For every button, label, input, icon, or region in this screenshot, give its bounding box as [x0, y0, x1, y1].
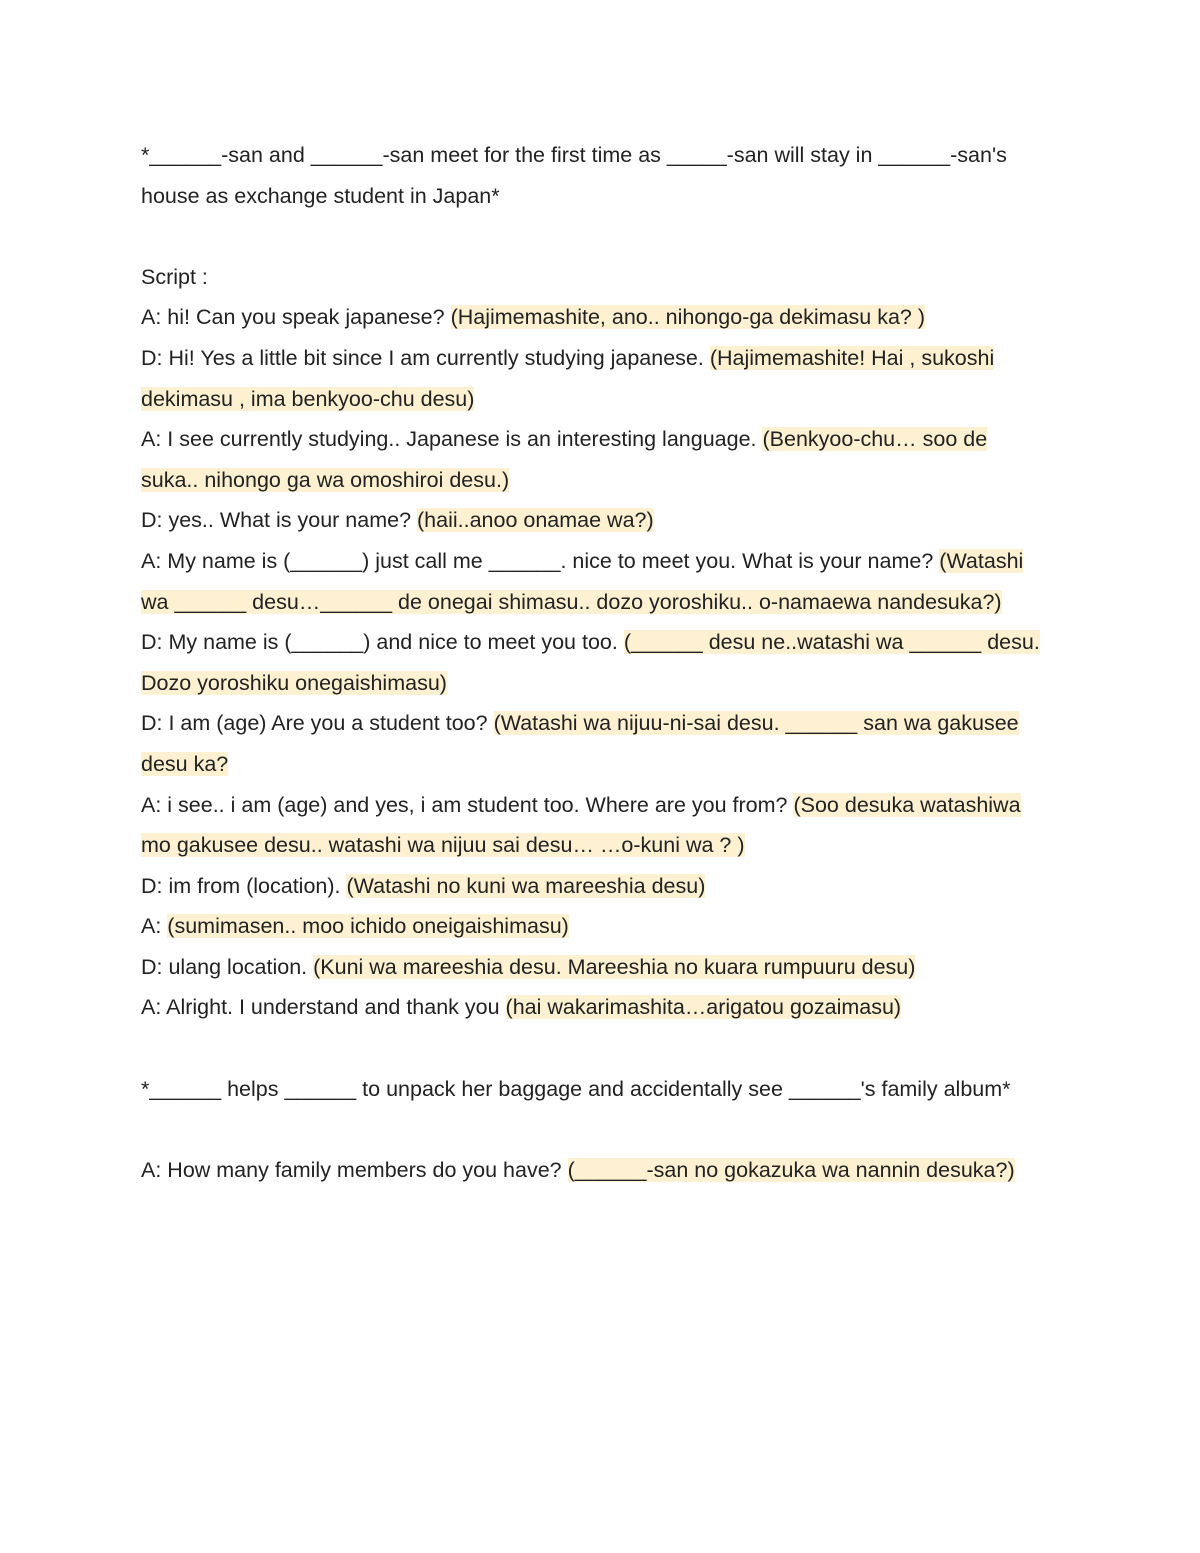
- dialogue-line: [141, 541, 1041, 622]
- dialogue-english: A: i see.. i am (age) and yes, i am student too. Where are you from?: [141, 792, 794, 817]
- dialogue-line: [141, 866, 1041, 907]
- dialogue-japanese: (sumimasen.. moo ichido oneigaishimasu): [167, 914, 569, 939]
- dialogue-english: A: My name is (______) just call me ______. nice to meet you. What is your name?: [141, 548, 940, 573]
- dialogue-english: A:: [141, 914, 168, 939]
- spacer: [141, 1109, 1041, 1150]
- dialogue-english: A: hi! Can you speak japanese?: [141, 305, 451, 330]
- dialogue-japanese: (Benkyoo-chu… soo de suka.. nihongo ga wa omoshiroi desu.): [141, 427, 988, 492]
- document-body: [141, 135, 1041, 1190]
- dialogue-line: [141, 419, 1041, 500]
- dialogue-line: [141, 500, 1041, 541]
- dialogue-japanese: (Watashi wa ______ desu…______ de onegai shimasu.. dozo yoroshiku.. o-namaewa nandesuka?): [141, 548, 1024, 614]
- dialogue-english: A: Alright. I understand and thank you: [141, 995, 506, 1020]
- dialogue-japanese: (Watashi wa nijuu-ni-sai desu. ______ san wa gakusee desu ka?: [141, 711, 1019, 776]
- scene-direction-1: *______-san and ______-san meet for the first time as _____-san will stay in ______-san's house as exchange student in Japan*: [141, 143, 1007, 208]
- dialogue-line: [141, 947, 1041, 988]
- dialogue-english: D: im from (location).: [141, 873, 347, 898]
- dialogue-line: [141, 622, 1041, 703]
- dialogue-english: D: yes.. What is your name?: [141, 508, 418, 533]
- dialogue-english: D: Hi! Yes a little bit since I am currently studying japanese.: [141, 345, 710, 370]
- dialogue-english: D: ulang location.: [141, 954, 314, 979]
- dialogue-japanese: (haii..anoo onamae wa?): [417, 508, 654, 533]
- dialogue-line: [141, 1150, 1041, 1191]
- dialogue-japanese: (hai wakarimashita…arigatou gozaimasu): [505, 995, 902, 1020]
- dialogue-japanese: (______-san no gokazuka wa nannin desuka?): [567, 1157, 1015, 1182]
- dialogue-english: D: My name is (______) and nice to meet you too.: [141, 630, 624, 655]
- dialogue-line: [141, 987, 1041, 1028]
- dialogue-japanese: (Watashi no kuni wa mareeshia desu): [346, 873, 706, 898]
- dialogue-english: A: I see currently studying.. Japanese is an interesting language.: [141, 427, 763, 452]
- spacer: [141, 1028, 1041, 1069]
- dialogue-japanese: (Hajimemashite, ano.. nihongo-ga dekimasu ka? ): [450, 305, 926, 330]
- dialogue-line: [141, 297, 1041, 338]
- scene-direction-2: *______ helps ______ to unpack her baggage and accidentally see ______'s family album*: [141, 1076, 1011, 1101]
- script-label: Script :: [141, 264, 208, 289]
- dialogue-japanese: (Soo desuka watashiwa mo gakusee desu.. watashi wa nijuu sai desu… …o-kuni wa ? ): [141, 792, 1021, 858]
- dialogue-line: [141, 785, 1041, 866]
- dialogue-english: A: How many family members do you have?: [141, 1157, 568, 1182]
- dialogue-japanese: (Hajimemashite! Hai , sukoshi dekimasu , ima benkyoo-chu desu): [141, 345, 995, 411]
- dialogue-english: D: I am (age) Are you a student too?: [141, 711, 494, 736]
- dialogue-japanese: (______ desu ne..watashi wa ______ desu. Dozo yoroshiku onegaishimasu): [141, 630, 1040, 695]
- dialogue-japanese: (Kuni wa mareeshia desu. Mareeshia no kuara rumpuuru desu): [313, 954, 916, 979]
- dialogue-line: [141, 703, 1041, 784]
- spacer: [141, 216, 1041, 257]
- dialogue-line: [141, 906, 1041, 947]
- dialogue-line: [141, 338, 1041, 419]
